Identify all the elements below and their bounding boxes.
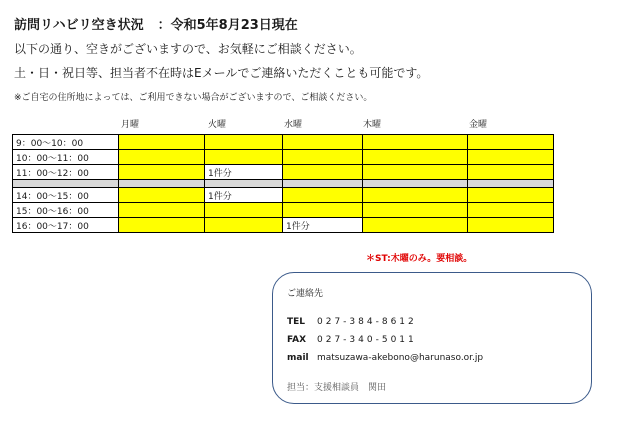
slot-cell [363,165,468,180]
page-title [14,14,298,33]
time-slot: 10：00〜11：00 [13,150,119,165]
time-slot: 9：00〜10：00 [13,135,119,150]
day-header-mon: 月曜 [121,120,140,130]
slot-cell [363,218,468,233]
gap-cell [283,180,363,188]
table-row [13,203,554,218]
day-header-fri: 金曜 [469,120,488,130]
slot-cell [119,188,205,203]
slot-cell [283,203,363,218]
lunch-break-row [13,180,554,188]
slot-cell [205,203,283,218]
time-slot: 11：00〜12：00 [13,165,119,180]
slot-cell [363,150,468,165]
tel-label: TEL [287,317,306,327]
slot-cell [363,135,468,150]
day-header-thu: 木曜 [363,120,382,130]
slot-cell [283,188,363,203]
mail-address[interactable]: matsuzawa-akebono@harunaso.or.jp [317,353,484,363]
as-of-date: ：令和5年8月23日現在 [157,18,298,33]
slot-cell [468,203,554,218]
mail-row [287,353,483,363]
day-header-wed: 水曜 [284,120,303,130]
contact-box [272,272,592,404]
gap-cell [363,180,468,188]
day-header-tue: 火曜 [208,120,227,130]
tel-row [287,317,417,327]
slot-cell [283,150,363,165]
intro-line-1: 以下の通り、空きがございますので、お気軽にご相談ください。 [14,42,362,56]
slot-cell [468,135,554,150]
fax-label: FAX [287,335,307,345]
table-row [13,218,554,233]
slot-cell [205,150,283,165]
gap-cell [468,180,554,188]
table-row [13,135,554,150]
staff-name: 担当：支援相談員 関田 [287,383,387,393]
tel-number[interactable]: 027-384-8612 [317,317,417,327]
gap-cell [205,180,283,188]
time-slot: 14：00〜15：00 [13,188,119,203]
slot-cell [119,165,205,180]
fax-number: 027-340-5011 [317,335,417,345]
slot-cell [205,218,283,233]
table-row [13,150,554,165]
table-row [13,188,554,203]
slot-cell [468,218,554,233]
contact-title: ご連絡先 [287,289,324,299]
slot-cell [119,150,205,165]
table-row [13,165,554,180]
mail-label: mail [287,353,309,363]
title-text: 訪問リハビリ空き状況 [14,18,144,33]
slot-cell [468,150,554,165]
st-warning: ＊ST:木曜のみ。要相談。 [366,254,473,264]
availability-table [12,134,554,233]
slot-cell [283,165,363,180]
slot-cell [205,135,283,150]
slot-cell [119,218,205,233]
gap-cell [13,180,119,188]
time-slot: 16：00〜17：00 [13,218,119,233]
slot-cell [119,135,205,150]
slot-cell-booked: 1件分 [283,218,363,233]
fax-row [287,335,417,345]
slot-cell [119,203,205,218]
slot-cell [363,203,468,218]
slot-cell-booked: 1件分 [205,165,283,180]
slot-cell-booked: 1件分 [205,188,283,203]
address-note: ※ご自宅の住所地によっては、ご利用できない場合がございますので、ご相談ください。 [14,93,373,103]
slot-cell [283,135,363,150]
time-slot: 15：00〜16：00 [13,203,119,218]
intro-line-2: 土・日・祝日等、担当者不在時はEメールでご連絡いただくことも可能です。 [14,66,429,80]
gap-cell [119,180,205,188]
slot-cell [363,188,468,203]
slot-cell [468,188,554,203]
slot-cell [468,165,554,180]
